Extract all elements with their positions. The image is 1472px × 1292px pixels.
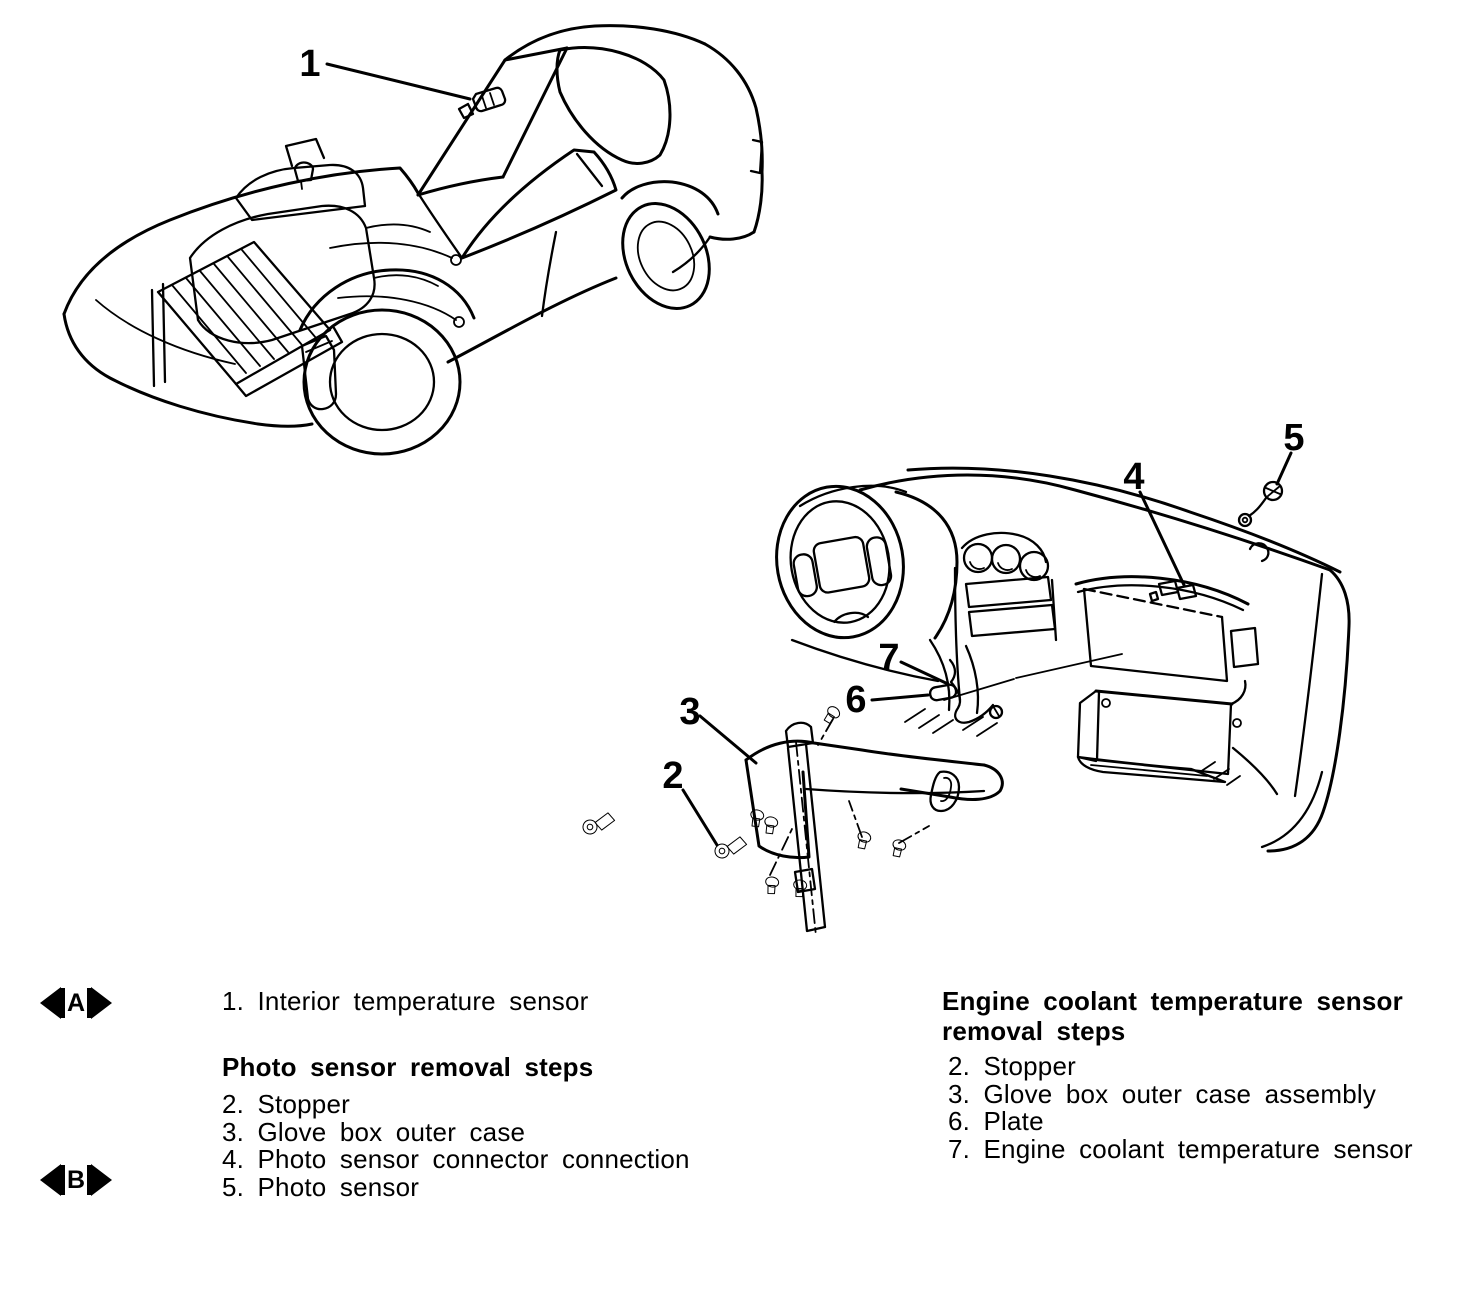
glove-box-bin [1078, 681, 1245, 785]
vent-circle [1020, 552, 1048, 580]
callout-4-label: 4 [1123, 456, 1145, 498]
legend-item: 6. Plate [948, 1106, 1044, 1136]
callout-2-label: 2 [662, 755, 684, 797]
legend-item: 3. Glove box outer case assembly [948, 1078, 1377, 1109]
interior-temp-sensor-part [459, 88, 505, 118]
callout-1-leader [327, 64, 470, 99]
glove-box-area [1076, 577, 1258, 785]
vent-circle [964, 544, 992, 572]
engine-bay-components [152, 139, 464, 409]
legend-item: 7. Engine coolant temperature sensor [948, 1133, 1413, 1164]
legend-item: 4. Photo sensor connector connection [222, 1144, 690, 1174]
stopper-part [581, 812, 617, 836]
screw [762, 816, 779, 836]
callout-4-leader [1140, 492, 1184, 585]
legend-item-interior-temp-sensor: 1. Interior temperature sensor [222, 986, 589, 1016]
legend-list-coolant-sensor [948, 1053, 1413, 1163]
center-stack-slot [969, 605, 1055, 636]
ac-condenser [152, 242, 342, 396]
steering-wheel [765, 476, 915, 648]
legend-item: 2. Stopper [948, 1051, 1076, 1081]
legend-heading-photo-sensor: Photo sensor removal steps [222, 1052, 594, 1082]
section-marker-a-letter: A [61, 988, 91, 1018]
section-marker-b-letter: B [61, 1165, 91, 1195]
callout-3-label: 3 [679, 691, 701, 733]
center-stack-slot [966, 577, 1051, 607]
callout-2-leader [683, 790, 717, 845]
callout-6-leader [872, 695, 928, 700]
legend-item: 3. Glove box outer case [222, 1116, 526, 1147]
photo-sensor-part [1239, 482, 1282, 526]
callout-6-label: 6 [845, 679, 867, 721]
section-marker-b [40, 1163, 112, 1197]
vent-circle [992, 545, 1020, 573]
right-arrow-icon [91, 1164, 112, 1196]
heater-unit [190, 139, 375, 343]
case-strap [788, 742, 825, 936]
callout-3-leader [700, 716, 756, 763]
stopper-part [713, 836, 749, 860]
screw [764, 876, 780, 895]
screw [854, 830, 872, 850]
dashboard-figure [581, 417, 1349, 936]
legend-item: 5. Photo sensor [222, 1171, 420, 1202]
legend-heading-coolant-sensor-line1: Engine coolant temperature sensor [942, 986, 1403, 1016]
screw [889, 838, 907, 858]
screw [792, 879, 808, 898]
plate-part [929, 684, 957, 701]
section-marker-a [40, 986, 112, 1020]
left-arrow-icon [40, 987, 61, 1019]
glove-box-outer-case [746, 704, 1002, 936]
right-arrow-icon [91, 987, 112, 1019]
rear-wheel [606, 189, 726, 323]
legend-list-photo-sensor [222, 1091, 690, 1201]
left-arrow-icon [40, 1164, 61, 1196]
callout-7-leader [901, 662, 948, 684]
callout-5-label: 5 [1283, 417, 1305, 459]
callout-1-label: 1 [299, 43, 321, 85]
legend-heading-coolant-sensor-line2: removal steps [942, 1016, 1126, 1046]
callout-7-label: 7 [878, 637, 900, 679]
legend-item: 2. Stopper [222, 1089, 350, 1119]
car-figure [64, 26, 762, 454]
